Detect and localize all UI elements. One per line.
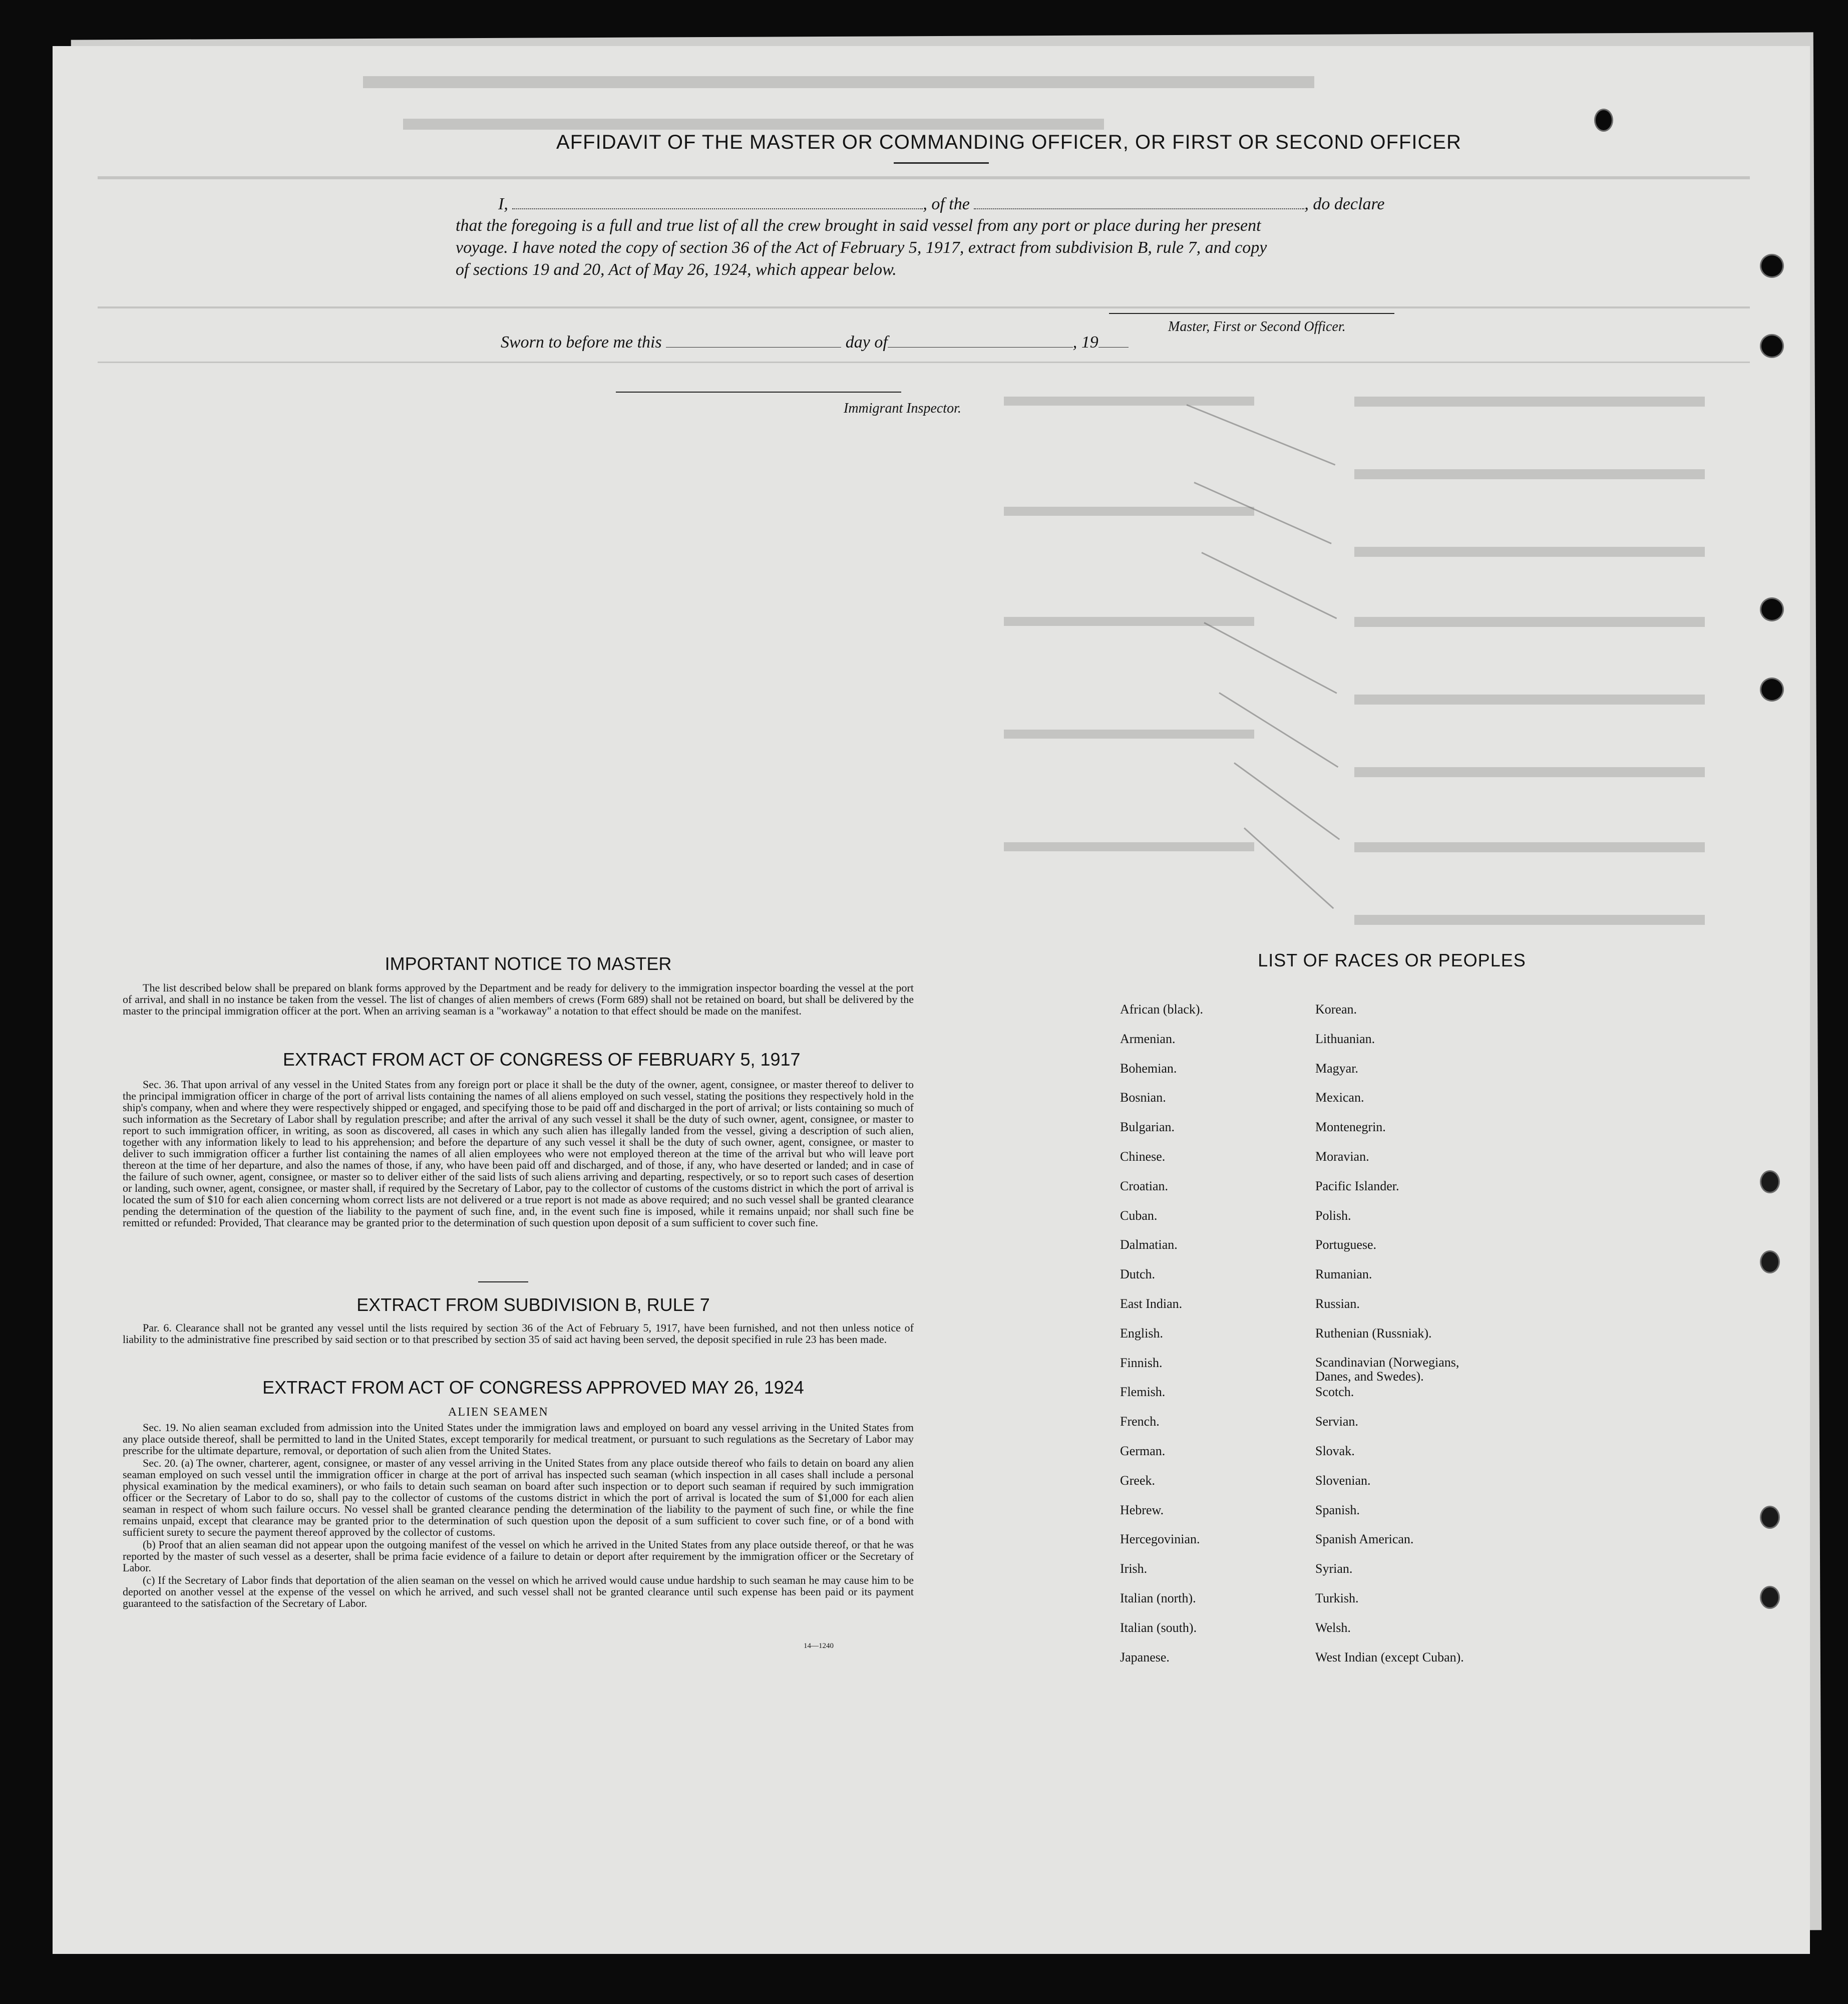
inspector-caption: Immigrant Inspector. bbox=[844, 401, 961, 416]
affidavit-title: AFFIDAVIT OF THE MASTER OR COMMANDING OFFICER, OR FIRST OR SECOND OFFICER bbox=[556, 131, 1461, 153]
extract-rule7-title: EXTRACT FROM SUBDIVISION B, RULE 7 bbox=[356, 1294, 710, 1315]
separator-line bbox=[478, 1281, 528, 1282]
master-signature-line[interactable] bbox=[1109, 313, 1394, 314]
race-item: Greek. bbox=[1120, 1473, 1156, 1488]
document-page bbox=[53, 46, 1810, 1954]
race-item: French. bbox=[1120, 1414, 1160, 1429]
race-item: Italian (north). bbox=[1120, 1590, 1196, 1605]
faint-mark bbox=[1194, 482, 1331, 544]
race-item: Japanese. bbox=[1120, 1649, 1170, 1664]
inspector-signature-line[interactable] bbox=[616, 392, 901, 393]
races-title: LIST OF RACES OR PEOPLES bbox=[1258, 950, 1526, 970]
race-item: Mexican. bbox=[1315, 1090, 1364, 1105]
master-signature-caption: Master, First or Second Officer. bbox=[1168, 319, 1346, 335]
sworn-day-field[interactable] bbox=[666, 333, 841, 348]
i-label: I, bbox=[498, 195, 508, 213]
alien-seamen-subtitle: ALIEN SEAMEN bbox=[448, 1406, 549, 1419]
race-item: Spanish. bbox=[1315, 1502, 1360, 1517]
extract-1924-title: EXTRACT FROM ACT OF CONGRESS APPROVED MAY 26, 1924 bbox=[262, 1377, 804, 1398]
race-item: Bohemian. bbox=[1120, 1061, 1177, 1076]
races-right-column bbox=[1315, 1002, 1481, 1679]
declaration-line-4: of sections 19 and 20, Act of May 26, 1924, which appear below. bbox=[456, 260, 897, 279]
race-item: Hercegovinian. bbox=[1120, 1532, 1200, 1547]
race-item: Polish. bbox=[1315, 1208, 1351, 1223]
faint-mark bbox=[1244, 827, 1334, 909]
notice-paragraph: The list described below shall be prepared on blank forms approved by the Department and be ready for delivery to the immigration inspector boarding the vessel at the port of arrival, and shall in no instance be taken from the vessel. The list of changes of alien members of crews (Form 689) shall not be retained on board, but shall be delivered by the master to the principal immigration officer at the port. When an arriving seaman is a "workaway" a notation to that effect should be made on the manifest. bbox=[123, 981, 914, 1017]
race-item: Russian. bbox=[1315, 1296, 1360, 1311]
race-item: Turkish. bbox=[1315, 1590, 1359, 1605]
faint-mark bbox=[1186, 404, 1335, 466]
paragraph-6: Par. 6. Clearance shall not be granted any vessel until the lists required by section 36 of the Act of February 5, 1917, have been furnished, and not then unless notice of liability to the administrative fine prescribed by said section or to that prescribed by section 35 of said act having been served, the deposit specified in rule 23 has been made. bbox=[123, 1321, 914, 1346]
faint-mark bbox=[1204, 622, 1337, 694]
faint-mark bbox=[1234, 762, 1340, 840]
punch-hole-icon bbox=[1596, 110, 1612, 130]
race-item: Slovak. bbox=[1315, 1443, 1355, 1458]
sworn-year-field[interactable] bbox=[1098, 333, 1129, 348]
race-item: Italian (south). bbox=[1120, 1620, 1197, 1635]
race-item: Korean. bbox=[1315, 1002, 1357, 1017]
race-item: Dutch. bbox=[1120, 1267, 1156, 1282]
declaration-line-3: voyage. I have noted the copy of section 36 of the Act of February 5, 1917, extract from subdivision B, rule 7, and copy bbox=[456, 238, 1267, 257]
section-20b-paragraph: (b) Proof that an alien seaman did not appear upon the outgoing manifest of the vessel on which he arrived in the United States from any place outside thereof, or that he was reported by the master of such vessel as a deserter, shall be prima facie evidence of a failure to detain or deport after requirement by the immigration officer or the Secretary of Labor. bbox=[123, 1538, 914, 1574]
punch-hole-icon bbox=[1761, 1507, 1778, 1527]
extract-1924-text bbox=[123, 1422, 914, 1610]
race-item: Irish. bbox=[1120, 1561, 1148, 1576]
form-number: 14—1240 bbox=[804, 1642, 834, 1650]
race-item: Croatian. bbox=[1120, 1178, 1169, 1193]
race-item: African (black). bbox=[1120, 1002, 1204, 1017]
races-left-column bbox=[1120, 1002, 1203, 1679]
race-item: Scotch. bbox=[1315, 1385, 1354, 1400]
race-item: Slovenian. bbox=[1315, 1473, 1371, 1488]
race-item: Finnish. bbox=[1120, 1355, 1163, 1370]
section-20c-paragraph: (c) If the Secretary of Labor finds that deportation of the alien seaman on the vessel on which he arrived would cause undue hardship to such seaman he may cause him to be deported on another vessel at the expense of the vessel on which he arrived, and such vessel shall not be granted clearance until such expense has been paid or its payment guaranteed to the satisfaction of the Secretary of Labor. bbox=[123, 1574, 914, 1609]
race-item: Rumanian. bbox=[1315, 1267, 1372, 1282]
race-item: Chinese. bbox=[1120, 1149, 1166, 1164]
of-the-label: , of the bbox=[923, 195, 970, 213]
race-item: Hebrew. bbox=[1120, 1502, 1164, 1517]
race-item: Syrian. bbox=[1315, 1561, 1353, 1576]
race-item: East Indian. bbox=[1120, 1296, 1183, 1311]
punch-hole-icon bbox=[1761, 679, 1782, 700]
race-item: Bulgarian. bbox=[1120, 1120, 1175, 1135]
race-item: Servian. bbox=[1315, 1414, 1358, 1429]
race-item: Bosnian. bbox=[1120, 1090, 1166, 1105]
race-item bbox=[1315, 1356, 1481, 1385]
race-item: Montenegrin. bbox=[1315, 1120, 1386, 1135]
punch-hole-icon bbox=[1761, 1172, 1778, 1192]
race-item: German. bbox=[1120, 1443, 1166, 1458]
punch-hole-icon bbox=[1761, 255, 1782, 276]
declaration-line-1 bbox=[498, 194, 1385, 214]
section-36-paragraph: Sec. 36. That upon arrival of any vessel in the United States from any foreign port or place it shall be the duty of the owner, agent, consignee, or master thereof to deliver to the principal immigration officer in charge of the port of arrival lists containing the names of all aliens employed on such vessel, stating the positions they respectively hold in the ship's company, when and where they were respectively shipped or engaged, and specifying those to be paid off and discharged in the port of arrival; or lists containing so much of such information as the Secretary of Labor shall by regulation prescribe; and after the arrival of any such vessel it shall be the duty of such owner, agent, consignee, or master to report to such immigration officer, in writing, as soon as discovered, all cases in which any such alien has illegally landed from the vessel, giving a description of such alien, together with any information likely to lead to his apprehension; and before the departure of any such vessel it shall be the duty of such owner, agent, consignee, or master to deliver to such immigration officer a further list containing the names of all alien employees who were not employed thereon at the time of the arrival but who will leave port thereon at the time of her departure, and also the names of those, if any, who have been paid off and discharged, and of those, if any, who have deserted or landed; and in case of the failure of such owner, agent, consignee, or master so to deliver either of the said lists of such aliens arriving and departing, respectively, or so to report such cases of desertion or landing, such owner, agent, consignee, or master shall, if required by the Secretary of Labor, pay to the collector of customs of the customs district in which the port of arrival is located the sum of $10 for each alien concerning whom correct lists are not delivered or a true report is not made as above required; and no such vessel shall be granted clearance pending the determination of the question of the liability to the payment of such fine, and, in the event such fine is imposed, while it remains unpaid; nor shall such fine be remitted or refunded: Provided, That clearance may be granted prior to the determination of such question upon deposit of a sum sufficient to cover such fine. bbox=[123, 1078, 914, 1229]
race-item: Armenian. bbox=[1120, 1031, 1176, 1046]
declare-label: , do declare bbox=[1304, 195, 1385, 213]
year-prefix: , 19 bbox=[1072, 333, 1098, 352]
sworn-month-field[interactable] bbox=[888, 333, 1073, 348]
punch-hole-icon bbox=[1761, 1587, 1778, 1607]
race-item: Dalmatian. bbox=[1120, 1237, 1178, 1252]
notice-text bbox=[123, 982, 914, 1018]
race-item: English. bbox=[1120, 1325, 1163, 1341]
extract-1917-text bbox=[123, 1079, 914, 1229]
race-item: Spanish American. bbox=[1315, 1532, 1414, 1547]
race-item: West Indian (except Cuban). bbox=[1315, 1649, 1464, 1664]
punch-hole-icon bbox=[1761, 599, 1782, 620]
title-underline bbox=[894, 162, 989, 164]
declaration-line-2: that the foregoing is a full and true list of all the crew brought in said vessel from any port or place during her present bbox=[456, 216, 1261, 235]
race-item: Welsh. bbox=[1315, 1620, 1351, 1635]
day-of-label: day of bbox=[845, 333, 888, 352]
race-item-text: Scandinavian (Norwegians, Danes, and Swedes). bbox=[1315, 1355, 1459, 1384]
race-item: Moravian. bbox=[1315, 1149, 1369, 1164]
extract-1917-title: EXTRACT FROM ACT OF CONGRESS OF FEBRUARY 5, 1917 bbox=[283, 1049, 801, 1070]
notice-title: IMPORTANT NOTICE TO MASTER bbox=[385, 953, 672, 974]
extract-rule7-text bbox=[123, 1322, 914, 1346]
section-19-paragraph: Sec. 19. No alien seaman excluded from admission into the United States under the immigration laws and employed on board any vessel arriving in the United States from any place outside thereof, shall be permitted to land in the United States, except temporarily for medical treatment, or pursuant to such regulations as the Secretary of Labor may prescribe for the ultimate departure, removal, or deportation of such alien from the United States. bbox=[123, 1421, 914, 1457]
race-item: Ruthenian (Russniak). bbox=[1315, 1325, 1432, 1341]
race-item: Portuguese. bbox=[1315, 1237, 1377, 1252]
race-item: Magyar. bbox=[1315, 1061, 1358, 1076]
sworn-line bbox=[501, 333, 1129, 352]
race-item: Cuban. bbox=[1120, 1208, 1158, 1223]
punch-hole-icon bbox=[1761, 1252, 1778, 1272]
faint-mark bbox=[1219, 692, 1338, 768]
section-20a-paragraph: Sec. 20. (a) The owner, charterer, agent, consignee, or master of any vessel arriving in the United States from any place outside thereof who fails to detain on board any alien seaman employed on such vessel until the immigration officer in charge at the port of arrival has inspected such seaman (which inspection in all cases shall include a personal physical examination by the medical examiners), or who fails to detain such seaman on board after such inspection or to deport such seaman if required by such immigration officer or the Secretary of Labor to do so, shall pay to the collector of customs of the customs district in which the port of arrival is located the sum of $1,000 for each alien seaman in respect of whom such failure occurs. No vessel shall be granted clearance pending the determination of the liability to the payment of such fine, or while the fine remains unpaid, except that clearance may be granted prior to the determination of such question upon the deposit of a sum sufficient to cover such fine, or of a bond with sufficient surety to secure the payment thereof approved by the collector of customs. bbox=[123, 1457, 914, 1538]
vessel-field[interactable] bbox=[974, 194, 1304, 209]
race-item: Flemish. bbox=[1120, 1385, 1166, 1400]
sworn-label: Sworn to before me this bbox=[501, 333, 662, 352]
punch-hole-icon bbox=[1761, 336, 1782, 357]
race-item: Lithuanian. bbox=[1315, 1031, 1375, 1046]
race-item: Pacific Islander. bbox=[1315, 1178, 1399, 1193]
faint-mark bbox=[1201, 552, 1337, 619]
name-field[interactable] bbox=[512, 194, 923, 209]
